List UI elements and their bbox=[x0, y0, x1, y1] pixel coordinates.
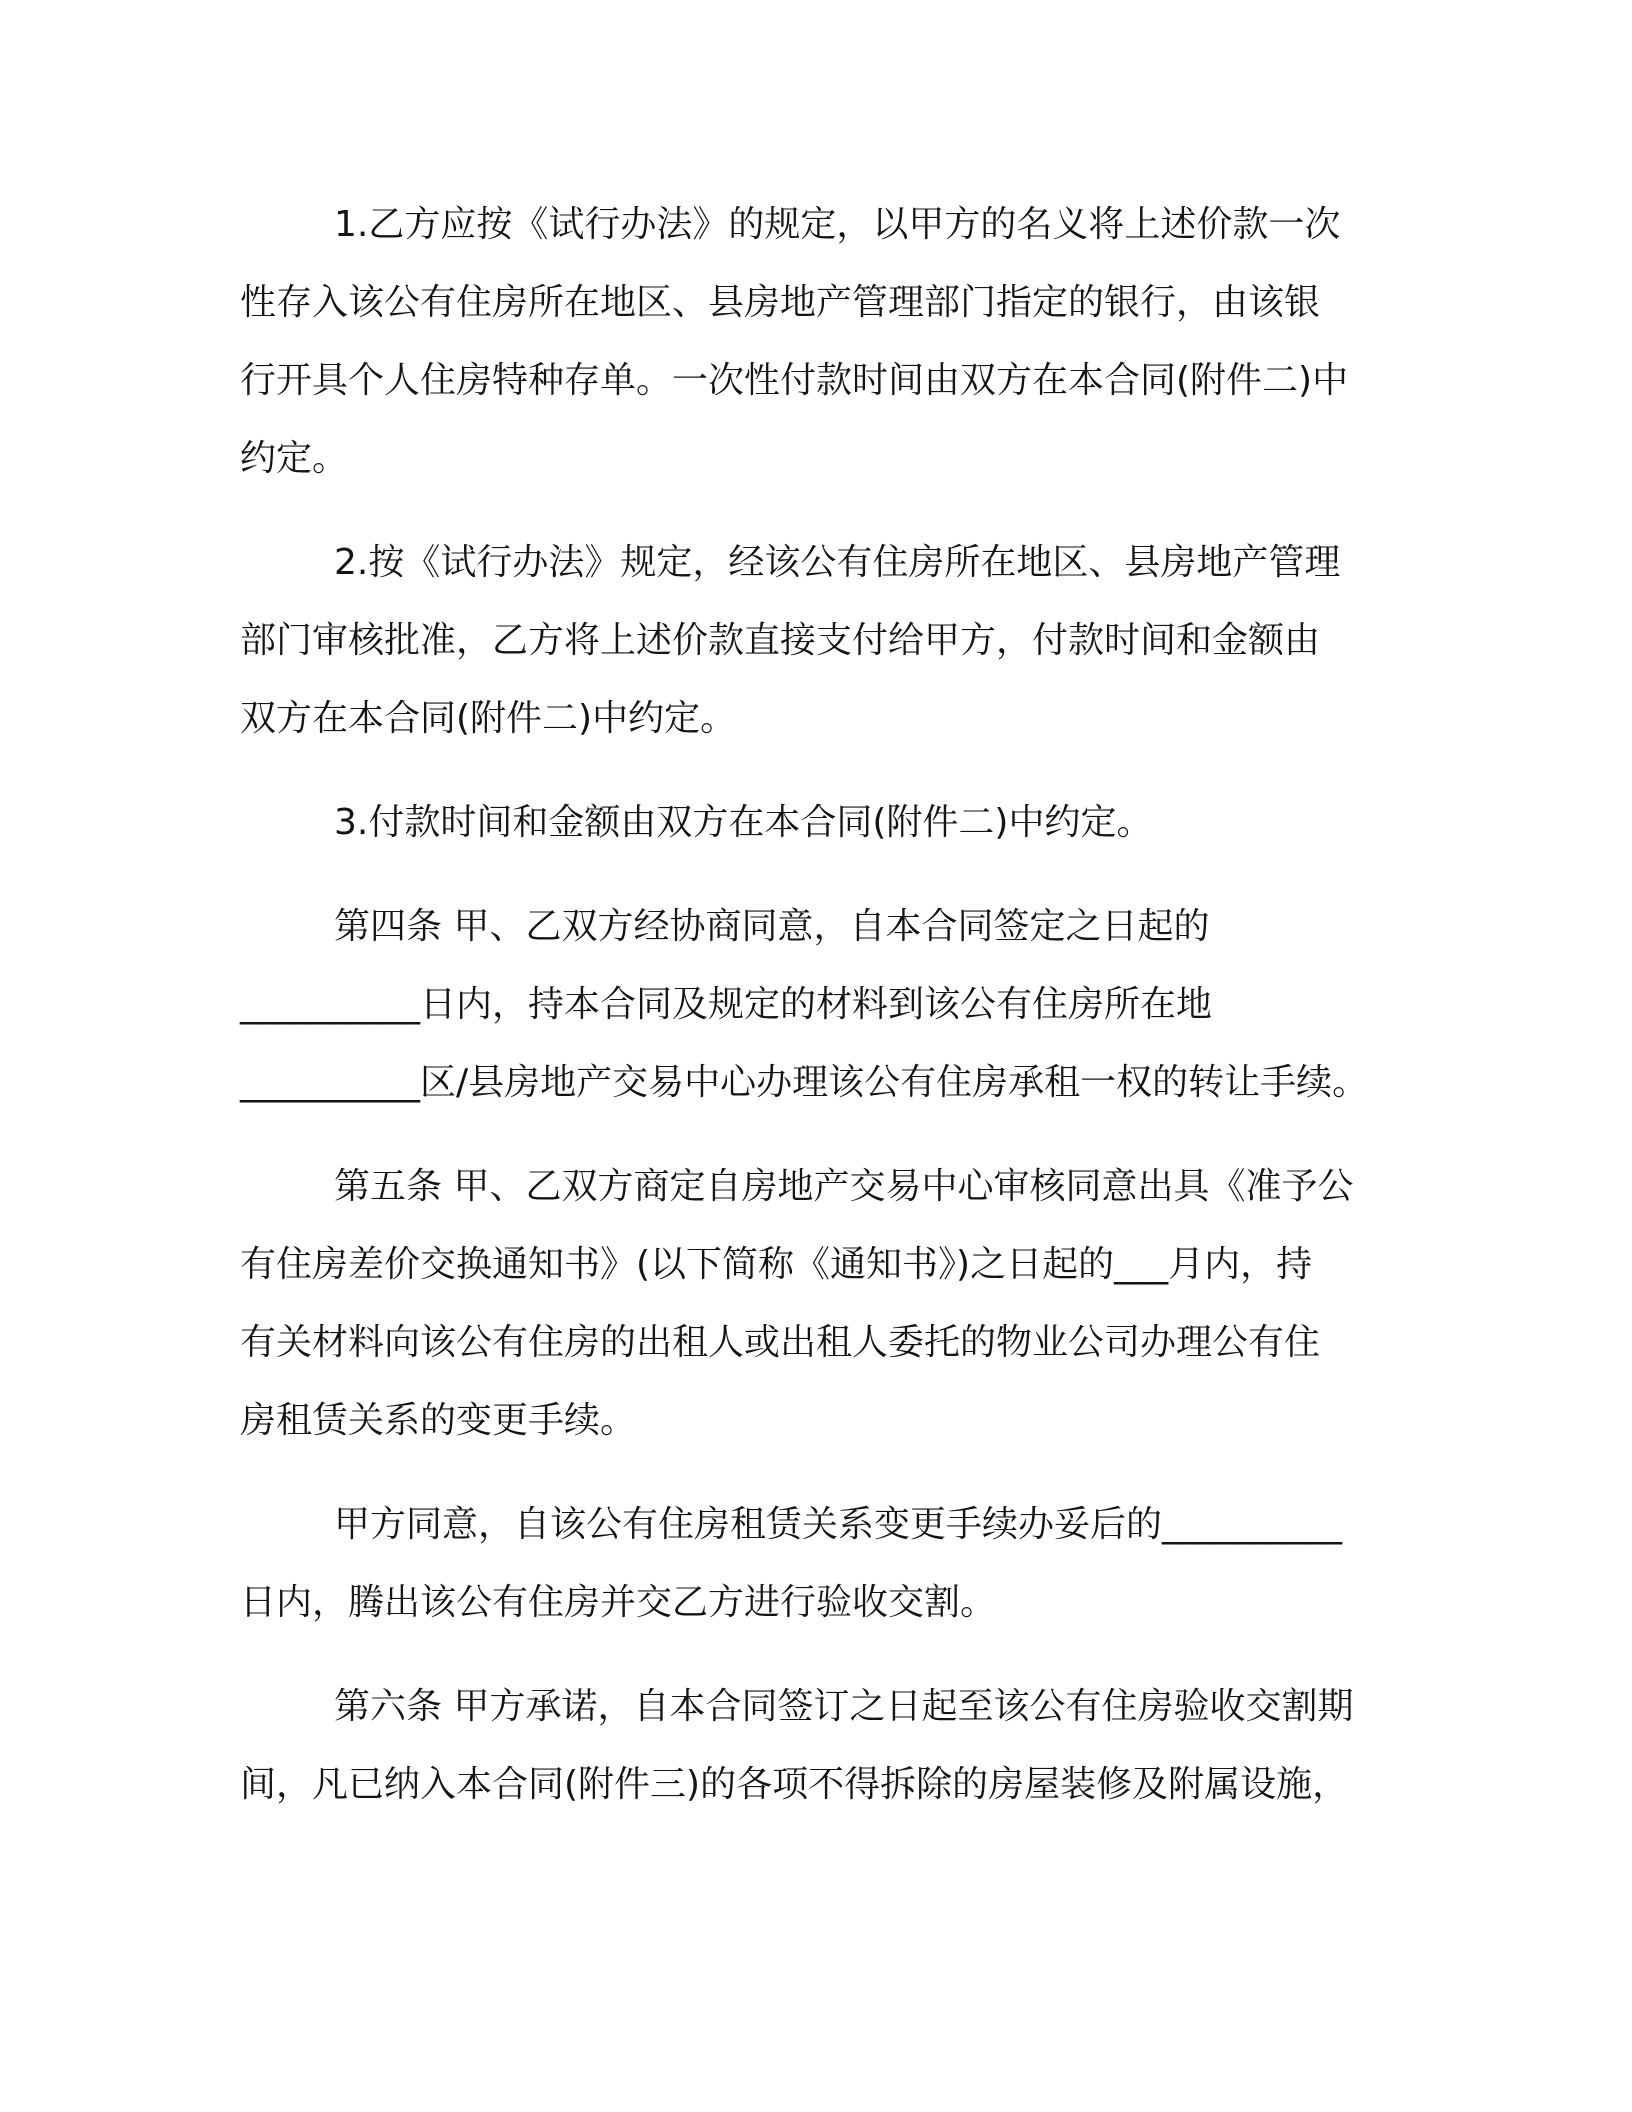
paragraph-article-6 bbox=[240, 1668, 1404, 1824]
paragraph-spacer bbox=[240, 498, 1404, 524]
paragraph-spacer bbox=[240, 1460, 1404, 1486]
paragraph-spacer bbox=[240, 758, 1404, 784]
text-line: __________区/县房地产交易中心办理该公有住房承租一权的转让手续。 bbox=[240, 1062, 1369, 1103]
paragraph-vacate-handover bbox=[240, 1486, 1404, 1642]
paragraph-payment-terms bbox=[240, 784, 1404, 862]
text-line: __________日内，持本合同及规定的材料到该公有住房所在地 bbox=[240, 984, 1213, 1025]
paragraph-direct-payment bbox=[240, 524, 1404, 758]
paragraph-article-4 bbox=[240, 888, 1404, 1122]
text-line: 约定。 bbox=[240, 438, 349, 479]
text-line: 第六条 甲方承诺，自本合同签订之日起至该公有住房验收交割期 bbox=[334, 1686, 1354, 1727]
text-line: 2.按《试行办法》规定，经该公有住房所在地区、县房地产管理 bbox=[334, 542, 1341, 583]
text-line: 性存入该公有住房所在地区、县房地产管理部门指定的银行，由该银 bbox=[240, 282, 1321, 323]
paragraph-article-5 bbox=[240, 1148, 1404, 1460]
text-line: 1.乙方应按《试行办法》的规定，以甲方的名义将上述价款一次 bbox=[334, 204, 1341, 245]
paragraph-spacer bbox=[240, 1122, 1404, 1148]
text-line: 3.付款时间和金额由双方在本合同(附件二)中约定。 bbox=[334, 802, 1153, 843]
text-line: 行开具个人住房特种存单。一次性付款时间由双方在本合同(附件二)中 bbox=[240, 360, 1349, 401]
text-line: 双方在本合同(附件二)中约定。 bbox=[240, 698, 737, 739]
text-line: 房租赁关系的变更手续。 bbox=[240, 1400, 637, 1441]
paragraph-spacer bbox=[240, 1642, 1404, 1668]
text-line: 日内，腾出该公有住房并交乙方进行验收交割。 bbox=[240, 1582, 997, 1623]
text-line: 部门审核批准，乙方将上述价款直接支付给甲方，付款时间和金额由 bbox=[240, 620, 1321, 661]
text-line: 第四条 甲、乙双方经协商同意，自本合同签定之日起的 bbox=[334, 906, 1210, 947]
text-line: 甲方同意，自该公有住房租赁关系变更手续办妥后的__________ bbox=[334, 1504, 1343, 1545]
text-line: 有关材料向该公有住房的出租人或出租人委托的物业公司办理公有住 bbox=[240, 1322, 1321, 1363]
text-line: 第五条 甲、乙双方商定自房地产交易中心审核同意出具《准予公 bbox=[334, 1166, 1354, 1207]
paragraph-payment-deposit bbox=[240, 186, 1404, 498]
text-line: 有住房差价交换通知书》(以下简称《通知书》)之日起的___月内，持 bbox=[240, 1244, 1313, 1285]
text-line: 间，凡已纳入本合同(附件三)的各项不得拆除的房屋装修及附属设施， bbox=[240, 1764, 1349, 1805]
paragraph-spacer bbox=[240, 862, 1404, 888]
document-body bbox=[240, 186, 1404, 1824]
